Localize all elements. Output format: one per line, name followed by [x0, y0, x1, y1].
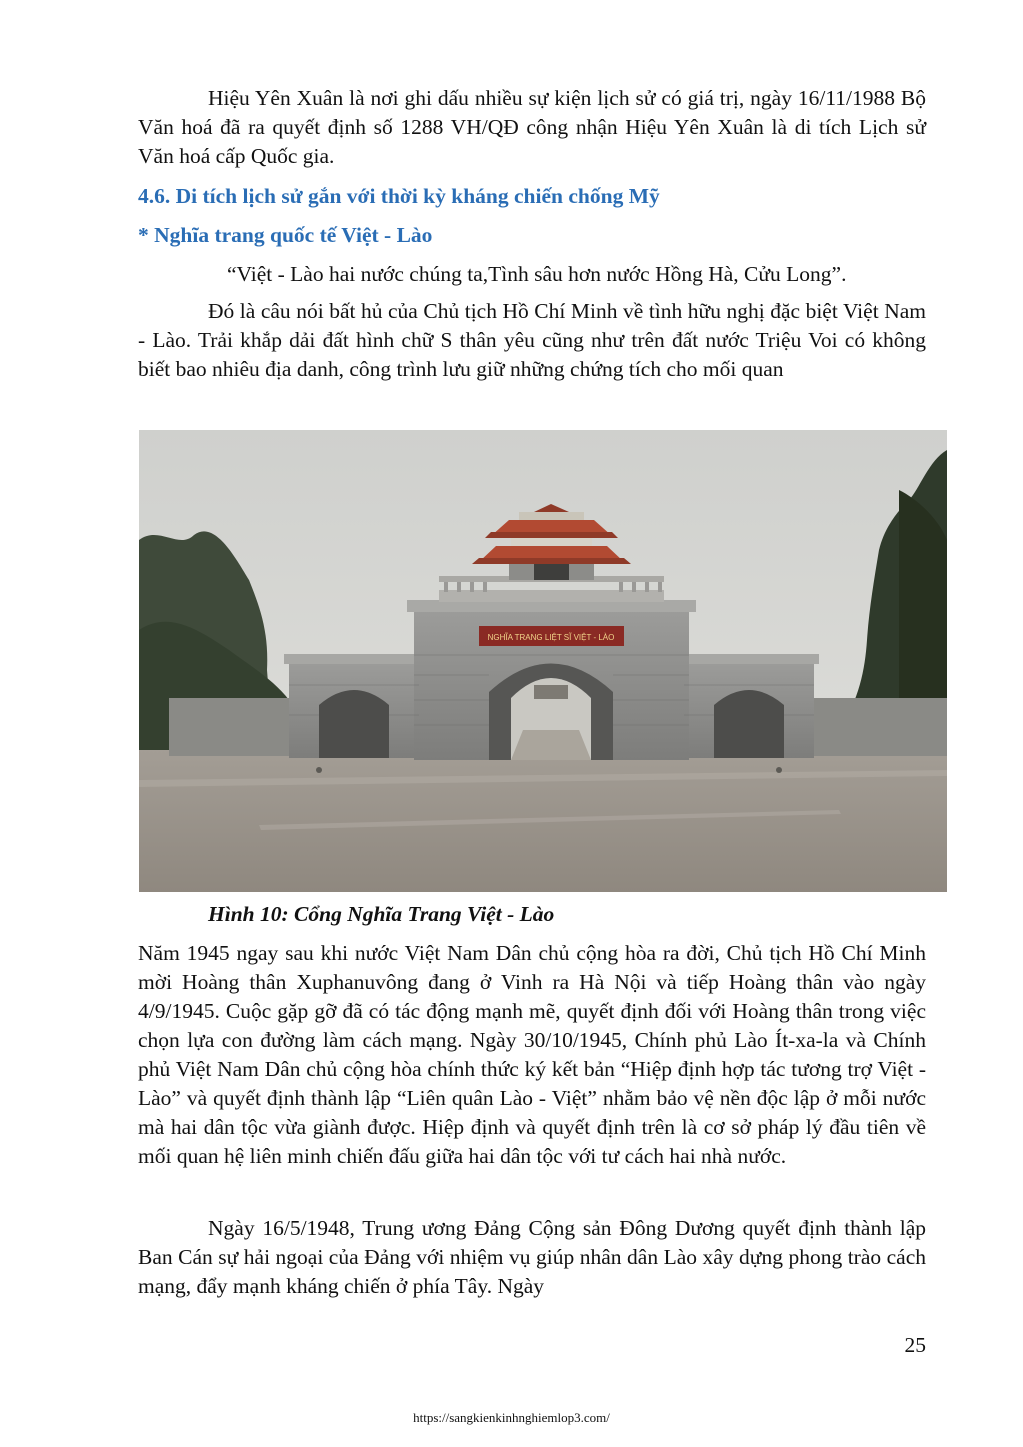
figure-caption: Hình 10: Cổng Nghĩa Trang Việt - Lào: [208, 902, 555, 926]
subsection-heading: * Nghĩa trang quốc tế Việt - Lào: [138, 223, 433, 247]
paragraph-4: Ngày 16/5/1948, Trung ương Đảng Cộng sản Đông Dương quyết định thành lập Ban Cán sự hải ngoại của Đảng với nhiệm vụ giúp nhân dân Lào xây dựng phong trào cách mạng, đẩy mạnh kháng chiến ở phía Tây. Ngày: [138, 1216, 926, 1298]
footer-url: https://sangkienkinhnghiemlop3.com/: [413, 1410, 610, 1425]
section-heading: 4.6. Di tích lịch sử gắn với thời kỳ kháng chiến chống Mỹ: [138, 184, 660, 208]
paragraph-3: Năm 1945 ngay sau khi nước Việt Nam Dân chủ cộng hòa ra đời, Chủ tịch Hồ Chí Minh mời Hoàng thân Xuphanuvông đang ở Vinh ra Hà Nội và tiếp Hoàng thân vào ngày 4/9/1945. Cuộc gặp gỡ đã có tác động mạnh mẽ, quyết định đối với Hoàng thân trong việc chọn lựa con đường làm cách mạng. Ngày 30/10/1945, Chính phủ Lào Ít-xa-la và Chính phủ Việt Nam Dân chủ cộng hòa chính thức ký kết bản “Hiệp định hợp tác tương trợ Việt - Lào” và quyết định thành lập “Liên quân Lào - Việt” nhằm bảo vệ nền độc lập ở mỗi nước mà hai dân tộc vừa giành được. Hiệp định và quyết định trên là cơ sở pháp lý đầu tiên về mối quan hệ liên minh chiến đấu giữa hai dân tộc với tư cách hai nhà nước.: [138, 941, 926, 1168]
cemetery-gate-photo: [139, 430, 947, 892]
page-number: 25: [904, 1333, 926, 1357]
gate-sign-text: NGHĨA TRANG LIỆT SĨ VIỆT - LÀO: [487, 633, 615, 642]
quote: “Việt - Lào hai nước chúng ta,Tình sâu hơn nước Hồng Hà, Cửu Long”.: [227, 262, 847, 286]
paragraph-2: Đó là câu nói bất hủ của Chủ tịch Hồ Chí Minh về tình hữu nghị đặc biệt Việt Nam - Lào. Trải khắp dải đất hình chữ S thân yêu cũng như trên đất nước Triệu Voi có không biết bao nhiêu địa danh, công trình lưu giữ những chứng tích cho mối quan: [138, 299, 926, 381]
paragraph-1: Hiệu Yên Xuân là nơi ghi dấu nhiều sự kiện lịch sử có giá trị, ngày 16/11/1988 Bộ Văn hoá đã ra quyết định số 1288 VH/QĐ công nhận Hiệu Yên Xuân là di tích Lịch sử Văn hoá cấp Quốc gia.: [138, 86, 926, 168]
